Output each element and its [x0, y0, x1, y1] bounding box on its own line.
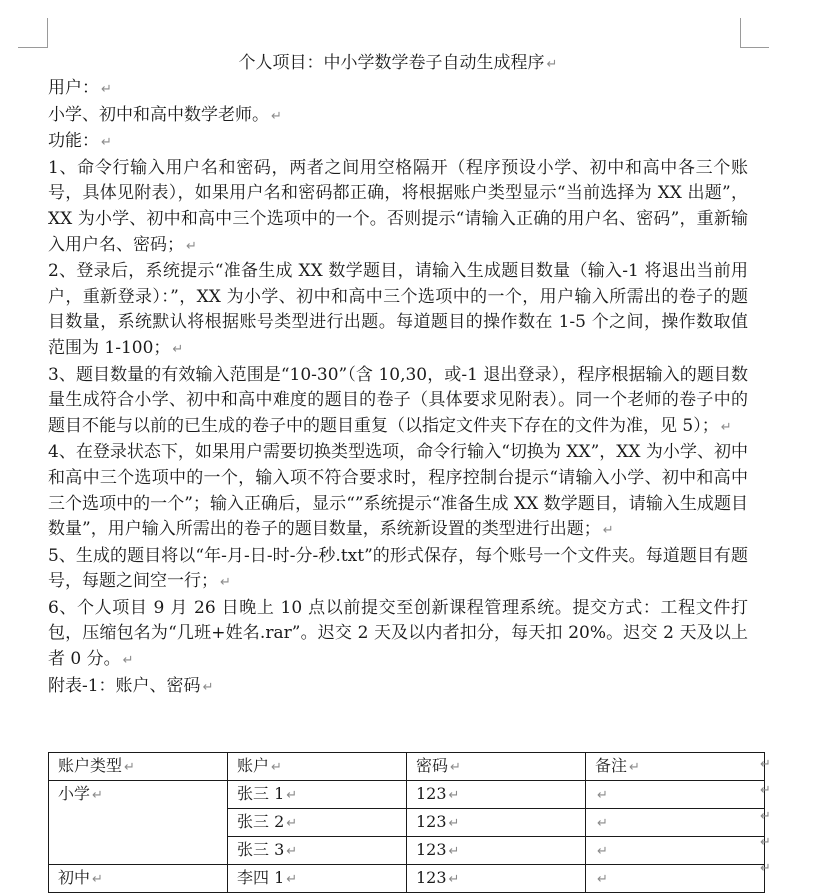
- table-header-cell[interactable]: 备注 ↵: [586, 753, 765, 781]
- table-header-cell[interactable]: 账户类型 ↵: [49, 753, 228, 781]
- cell-mark: ↵: [271, 760, 282, 775]
- user-heading[interactable]: 用户： ↵: [48, 78, 112, 98]
- function-heading[interactable]: 功能： ↵: [48, 131, 112, 152]
- table-cell-note[interactable]: [586, 837, 765, 865]
- paragraph-mark: ↵: [202, 679, 214, 695]
- table-cell-type[interactable]: 初中 ↵: [49, 865, 228, 893]
- document-body: [48, 50, 748, 700]
- row-end-mark: ↵: [760, 861, 771, 876]
- crop-mark-left-horizontal: [18, 47, 47, 48]
- paragraph-mark: ↵: [720, 419, 732, 435]
- table-cell-note[interactable]: [586, 809, 765, 837]
- table-cell-account[interactable]: 张三 1 ↵: [228, 781, 407, 809]
- cell-mark: ↵: [286, 816, 298, 831]
- table-caption[interactable]: 附表-1：账户、密码 ↵: [48, 675, 214, 696]
- function-item-4[interactable]: 4、在登录状态下，如果用户需要切换类型选项，命令行输入“切换为 XX”，XX 为小学、初中和高中三个选项中的一个，输入项不符合要求时，程序控制台提示“请输入小学、初中和高中三个选项中的一个”；输入正确后，显示“”系统提示“准备生成 XX 数学题目，请输入生成题目数量”，用户输入所需出的卷子的题目数量，系统新设置的类型进行出题； ↵: [48, 442, 748, 540]
- table-header-row: [49, 753, 765, 781]
- crop-mark-right-vertical: [740, 18, 741, 48]
- cell-mark: ↵: [448, 816, 460, 831]
- function-item-5[interactable]: 5、生成的题目将以“年-月-日-时-分-秒.txt”的形式保存，每个账号一个文件夹。每道题目有题号，每题之间空一行； ↵: [48, 545, 748, 592]
- cell-mark: ↵: [286, 788, 298, 803]
- table-cell-password[interactable]: 123 ↵: [407, 809, 586, 837]
- table-cell-note[interactable]: [586, 781, 765, 809]
- table-cell-type[interactable]: 小学 ↵: [49, 781, 228, 865]
- cell-mark: ↵: [92, 872, 103, 887]
- table-cell-account[interactable]: 李四 1 ↵: [228, 865, 407, 893]
- cell-mark: ↵: [448, 788, 460, 803]
- row-end-marks: [760, 752, 774, 882]
- table-header-cell[interactable]: 密码 ↵: [407, 753, 586, 781]
- table-row: [49, 781, 765, 809]
- paragraph-mark: ↵: [172, 341, 184, 357]
- paragraph-mark: ↵: [101, 82, 112, 97]
- document-title[interactable]: 个人项目：中小学数学卷子自动生成程序 ↵: [238, 53, 558, 73]
- function-item-2[interactable]: 2、登录后，系统提示“准备生成 XX 数学题目，请输入生成题目数量（输入-1 将退出当前用户，重新登录）：”，XX 为小学、初中和高中三个选项中的一个，用户输入所需出的卷子的题目数量，系统默认将根据账号类型进行出题。每道题目的操作数在 1-5 个之间，操作数取值范围为 1-100； ↵: [48, 261, 748, 358]
- paragraph-mark: ↵: [546, 57, 558, 72]
- cell-mark: ↵: [448, 872, 460, 887]
- paragraph-mark: ↵: [122, 653, 134, 669]
- cell-mark: ↵: [597, 788, 608, 803]
- function-item-3[interactable]: 3、题目数量的有效输入范围是“10-30”（含 10,30，或-1 退出登录），程序根据输入的题目数量生成符合小学、初中和高中难度的题目的卷子（具体要求见附表）。同一个老师的卷子中的题目不能与以前的已生成的卷子中的题目重复（以指定文件夹下存在的文件为准，见 5）； ↵: [48, 364, 748, 436]
- table-cell-password[interactable]: 123 ↵: [407, 781, 586, 809]
- function-item-1[interactable]: 1、命令行输入用户名和密码，两者之间用空格隔开（程序预设小学、初中和高中各三个账号，具体见附表），如果用户名和密码都正确，将根据账户类型显示“当前选择为 XX 出题”，XX 为小学、初中和高中三个选项中的一个。否则提示“请输入正确的用户名、密码”，重新输入用户名、密码； ↵: [48, 157, 748, 255]
- table-cell-account[interactable]: 张三 3 ↵: [228, 837, 407, 865]
- cell-mark: ↵: [597, 844, 608, 859]
- cell-mark: ↵: [597, 872, 608, 887]
- cell-mark: ↵: [286, 844, 298, 859]
- paragraph-mark: ↵: [220, 575, 231, 591]
- crop-mark-left-vertical: [47, 18, 48, 48]
- paragraph-mark: ↵: [271, 108, 282, 124]
- row-end-mark: ↵: [760, 809, 771, 824]
- paragraph-mark: ↵: [186, 238, 197, 254]
- cell-mark: ↵: [629, 760, 640, 775]
- user-description[interactable]: 小学、初中和高中数学老师。 ↵: [48, 104, 282, 125]
- table-cell-note[interactable]: [586, 865, 765, 893]
- cell-mark: ↵: [124, 760, 135, 775]
- paragraph-mark: ↵: [101, 135, 112, 151]
- cell-mark: ↵: [92, 788, 103, 803]
- cell-mark: ↵: [597, 816, 608, 831]
- cell-mark: ↵: [448, 844, 460, 859]
- table-row: [49, 865, 765, 893]
- cell-mark: ↵: [286, 872, 298, 887]
- cell-mark: ↵: [450, 760, 461, 775]
- paragraph-mark: ↵: [602, 523, 614, 539]
- row-end-mark: ↵: [760, 757, 771, 772]
- row-end-mark: ↵: [760, 783, 771, 798]
- row-end-mark: ↵: [760, 835, 771, 850]
- table-header-cell[interactable]: 账户 ↵: [228, 753, 407, 781]
- accounts-table: [48, 752, 765, 893]
- function-item-6[interactable]: 6、个人项目 9 月 26 日晚上 10 点以前提交至创新课程管理系统。提交方式：工程文件打包，压缩包名为“几班+姓名.rar”。迟交 2 天及以内者扣分，每天扣 20%。迟交 2 天及以上者 0 分。 ↵: [48, 597, 748, 670]
- crop-mark-right-horizontal: [740, 47, 769, 48]
- table-cell-account[interactable]: 张三 2 ↵: [228, 809, 407, 837]
- table-cell-password[interactable]: 123 ↵: [407, 865, 586, 893]
- table-cell-password[interactable]: 123 ↵: [407, 837, 586, 865]
